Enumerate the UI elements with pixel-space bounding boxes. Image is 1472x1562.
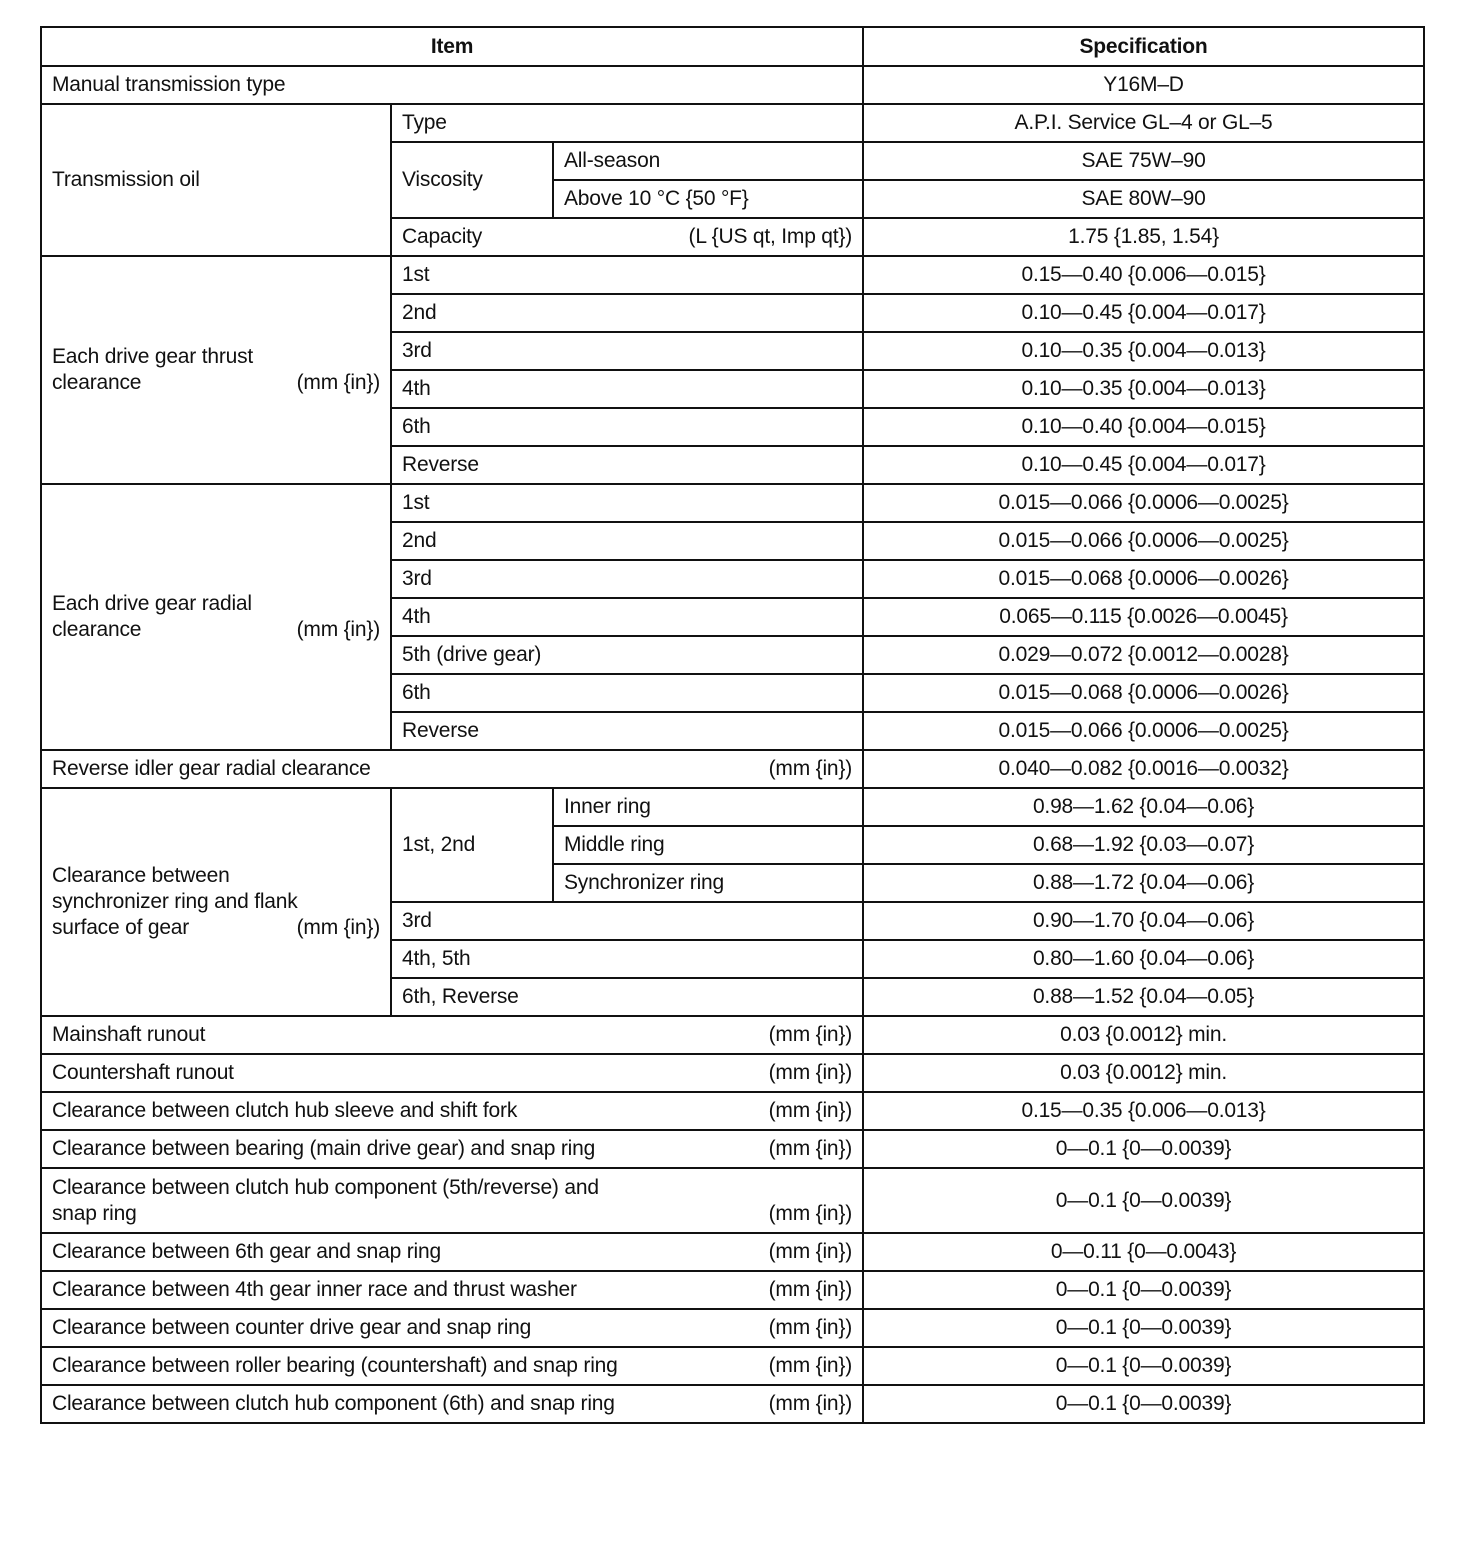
row-value: 0—0.1 {0—0.0039} <box>863 1168 1424 1233</box>
group-label-line: surface of gear <box>52 916 190 939</box>
row-value: 0.15—0.40 {0.006—0.015} <box>863 256 1424 294</box>
unit-label: (mm {in}) <box>768 757 853 780</box>
row-value: 0.15—0.35 {0.006—0.013} <box>863 1092 1424 1130</box>
row-value: 0—0.1 {0—0.0039} <box>863 1347 1424 1385</box>
table-row <box>41 1016 1424 1054</box>
row-label: snap ring <box>52 1201 137 1225</box>
table-row <box>41 1092 1424 1130</box>
row-label-cell <box>41 1130 863 1168</box>
row-value: 0.03 {0.0012} min. <box>863 1016 1424 1054</box>
row-label: Inner ring <box>553 788 863 826</box>
unit-label: (mm {in}) <box>768 1023 853 1046</box>
table-row <box>41 1309 1424 1347</box>
row-value: 0—0.1 {0—0.0039} <box>863 1130 1424 1168</box>
row-value: 0.10—0.45 {0.004—0.017} <box>863 294 1424 332</box>
row-value: 1.75 {1.85, 1.54} <box>863 218 1424 256</box>
table-row <box>41 1347 1424 1385</box>
row-label-cell <box>41 1016 863 1054</box>
group-label-transmission-oil: Transmission oil <box>41 104 391 256</box>
row-label-cell <box>41 1347 863 1385</box>
row-label: All-season <box>553 142 863 180</box>
row-value: SAE 80W–90 <box>863 180 1424 218</box>
unit-label: (mm {in}) <box>768 1099 853 1122</box>
row-label: Synchronizer ring <box>553 864 863 902</box>
row-label: Capacity <box>402 225 483 248</box>
row-label: Clearance between clutch hub component (6th) and snap ring <box>52 1392 615 1415</box>
row-value: 0.015—0.066 {0.0006—0.0025} <box>863 522 1424 560</box>
row-label: 3rd <box>391 902 863 940</box>
row-label: Clearance between roller bearing (countershaft) and snap ring <box>52 1354 618 1377</box>
table-row <box>41 788 1424 826</box>
unit-label: (mm {in}) <box>768 1278 853 1301</box>
unit-label: (L {US qt, Imp qt}) <box>688 225 853 248</box>
row-label: 1st <box>391 256 863 294</box>
row-label: Type <box>391 104 863 142</box>
row-value: 0.10—0.35 {0.004—0.013} <box>863 332 1424 370</box>
row-value: A.P.I. Service GL–4 or GL–5 <box>863 104 1424 142</box>
row-value: 0—0.1 {0—0.0039} <box>863 1271 1424 1309</box>
unit-label: (mm {in}) <box>296 916 380 939</box>
table-row <box>41 1168 1424 1233</box>
table-row <box>41 1130 1424 1168</box>
unit-label: (mm {in}) <box>768 1240 853 1263</box>
unit-label: (mm {in}) <box>768 1354 853 1377</box>
table-row <box>41 66 1424 104</box>
row-label: 4th, 5th <box>391 940 863 978</box>
group-label-line: Each drive gear thrust <box>52 345 254 368</box>
row-value: 0.90—1.70 {0.04—0.06} <box>863 902 1424 940</box>
row-label: Clearance between 6th gear and snap ring <box>52 1240 441 1263</box>
row-value: SAE 75W–90 <box>863 142 1424 180</box>
group-label-thrust-clearance <box>41 256 391 484</box>
row-label: Mainshaft runout <box>52 1023 206 1046</box>
row-label: Manual transmission type <box>41 66 863 104</box>
row-value: 0.10—0.40 {0.004—0.015} <box>863 408 1424 446</box>
row-value: 0—0.1 {0—0.0039} <box>863 1385 1424 1423</box>
row-label: Clearance between clutch hub sleeve and shift fork <box>52 1099 518 1122</box>
row-label: 2nd <box>391 522 863 560</box>
row-label-capacity <box>391 218 863 256</box>
row-label: 3rd <box>391 332 863 370</box>
row-value: 0.040—0.082 {0.0016—0.0032} <box>863 750 1424 788</box>
subgroup-label-viscosity: Viscosity <box>391 142 553 218</box>
row-value: 0.015—0.066 {0.0006—0.0025} <box>863 712 1424 750</box>
row-label-cell <box>41 1385 863 1423</box>
row-label: Middle ring <box>553 826 863 864</box>
row-value: 0.015—0.068 {0.0006—0.0026} <box>863 560 1424 598</box>
row-label: 1st <box>391 484 863 522</box>
row-label: Clearance between counter drive gear and snap ring <box>52 1316 532 1339</box>
table-row <box>41 484 1424 522</box>
unit-label: (mm {in}) <box>296 618 380 641</box>
unit-label: (mm {in}) <box>768 1392 853 1415</box>
table-row <box>41 256 1424 294</box>
specification-table <box>40 26 1425 1424</box>
group-label-line: clearance <box>52 371 142 394</box>
row-label-cell <box>41 1054 863 1092</box>
unit-label: (mm {in}) <box>768 1201 853 1225</box>
row-value: 0.065—0.115 {0.0026—0.0045} <box>863 598 1424 636</box>
row-value: 0.029—0.072 {0.0012—0.0028} <box>863 636 1424 674</box>
row-value: 0.015—0.066 {0.0006—0.0025} <box>863 484 1424 522</box>
row-value: 0.98—1.62 {0.04—0.06} <box>863 788 1424 826</box>
row-value: 0.10—0.45 {0.004—0.017} <box>863 446 1424 484</box>
row-label: 4th <box>391 598 863 636</box>
row-label: 4th <box>391 370 863 408</box>
row-value: 0—0.1 {0—0.0039} <box>863 1309 1424 1347</box>
row-label-cell <box>41 1092 863 1130</box>
unit-label: (mm {in}) <box>768 1316 853 1339</box>
row-value: 0.03 {0.0012} min. <box>863 1054 1424 1092</box>
row-value: 0.015—0.068 {0.0006—0.0026} <box>863 674 1424 712</box>
row-value: 0.10—0.35 {0.004—0.013} <box>863 370 1424 408</box>
row-label: 6th <box>391 674 863 712</box>
row-label: 3rd <box>391 560 863 598</box>
row-label-cell <box>41 750 863 788</box>
group-label-line: Clearance between <box>52 864 230 887</box>
row-label: Clearance between clutch hub component (5th/reverse) and <box>52 1175 599 1199</box>
row-value: 0.88—1.72 {0.04—0.06} <box>863 864 1424 902</box>
header-item: Item <box>41 27 863 66</box>
row-value: 0.80—1.60 {0.04—0.06} <box>863 940 1424 978</box>
row-label-cell <box>41 1233 863 1271</box>
table-row <box>41 104 1424 142</box>
group-label-synchronizer-clearance <box>41 788 391 1016</box>
row-label: Clearance between 4th gear inner race and thrust washer <box>52 1278 577 1301</box>
row-label: 2nd <box>391 294 863 332</box>
unit-label: (mm {in}) <box>768 1137 853 1160</box>
row-label-cell <box>41 1271 863 1309</box>
row-value: 0.88—1.52 {0.04—0.05} <box>863 978 1424 1016</box>
group-label-line: synchronizer ring and flank <box>52 890 298 913</box>
row-label: 6th <box>391 408 863 446</box>
row-value: 0—0.11 {0—0.0043} <box>863 1233 1424 1271</box>
table-row <box>41 1233 1424 1271</box>
group-label-line: Each drive gear radial <box>52 592 252 615</box>
row-label: 6th, Reverse <box>391 978 863 1016</box>
row-label: Countershaft runout <box>52 1061 234 1084</box>
table-row <box>41 1271 1424 1309</box>
row-label: Reverse idler gear radial clearance <box>52 757 371 780</box>
header-specification: Specification <box>863 27 1424 66</box>
row-label: 5th (drive gear) <box>391 636 863 674</box>
table-header-row <box>41 27 1424 66</box>
row-value: 0.68—1.92 {0.03—0.07} <box>863 826 1424 864</box>
table-row <box>41 1054 1424 1092</box>
subgroup-label-1st-2nd: 1st, 2nd <box>391 788 553 902</box>
table-row <box>41 750 1424 788</box>
unit-label: (mm {in}) <box>296 371 380 394</box>
row-label: Reverse <box>391 446 863 484</box>
row-label: Clearance between bearing (main drive gear) and snap ring <box>52 1137 596 1160</box>
group-label-line: clearance <box>52 618 142 641</box>
row-label-cell <box>41 1168 863 1233</box>
row-label: Above 10 °C {50 °F} <box>553 180 863 218</box>
unit-label: (mm {in}) <box>768 1061 853 1084</box>
row-value: Y16M–D <box>863 66 1424 104</box>
row-label: Reverse <box>391 712 863 750</box>
row-label-cell <box>41 1309 863 1347</box>
group-label-radial-clearance <box>41 484 391 750</box>
table-row <box>41 1385 1424 1423</box>
